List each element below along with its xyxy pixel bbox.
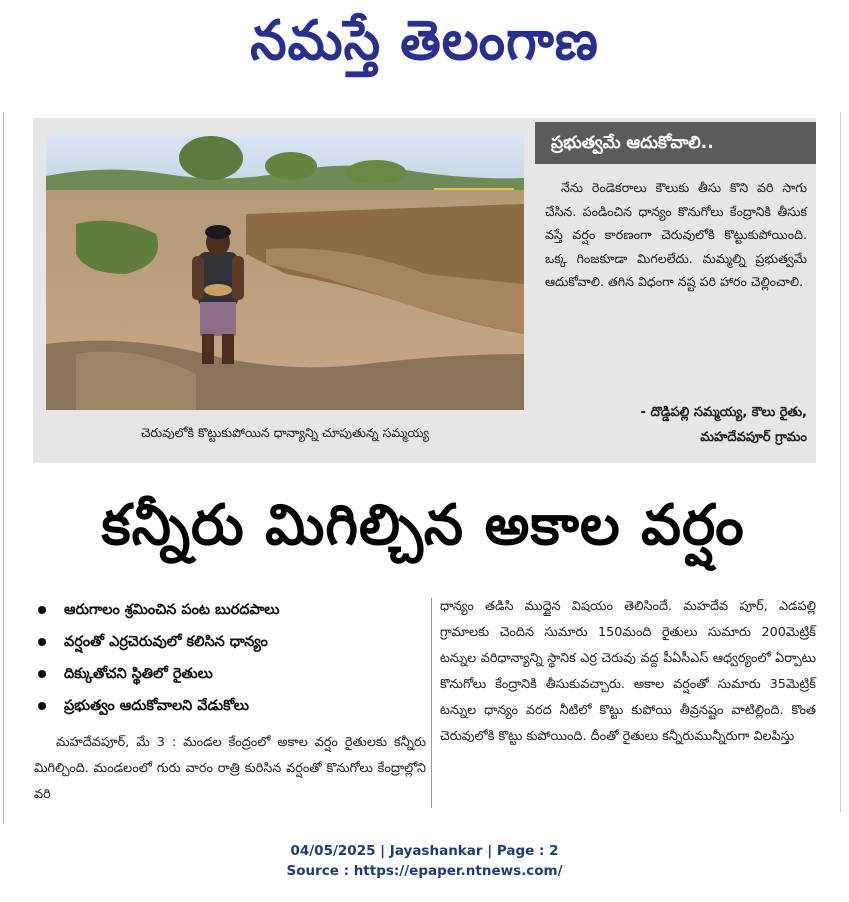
article-body-right bbox=[440, 594, 816, 750]
bullet-text: ఆరుగాలం శ్రమించిన పంట బురదపాలు bbox=[64, 602, 280, 618]
bullet-item bbox=[34, 658, 429, 690]
photo-caption: చెరువులోకి కొట్టుకుపోయిన ధాన్యాన్ని చూపుతున్న సమ్మయ్య bbox=[140, 425, 430, 440]
bullet-icon bbox=[38, 606, 46, 614]
page-left-rule bbox=[3, 112, 4, 824]
bullet-icon bbox=[38, 670, 46, 678]
bullet-icon bbox=[38, 638, 46, 646]
highlight-bullets bbox=[34, 594, 429, 722]
quote-body bbox=[545, 176, 807, 294]
page-right-rule bbox=[840, 112, 841, 812]
page-footer bbox=[0, 841, 849, 881]
attribution-name: - దొడ్డిపల్లి సమ్మయ్య, కౌలు రైతు, bbox=[640, 405, 807, 420]
farmer-flood-image bbox=[46, 134, 524, 410]
attribution-village: మహదేవపూర్ గ్రామం bbox=[700, 430, 807, 445]
body-right-text: ధాన్యం తడిసి ముద్దైన విషయం తెలిసిందే. మహదేవ పూర్, ఎడపల్లి గ్రామాలకు చెందిన సుమారు 150మంది రైతులు సుమారు 200మెట్రిక్ టన్నుల వరిధాన్యాన్ని స్థానిక ఎర్ర చెరువు వద్ద పీఏసీఎస్ ఆధ్వర్యంలో ఏర్పాటు కొనుగోలు కేంద్రానికి తీసుకువచ్చారు. అకాల వర్షంతో సుమారు 35మెట్రిక్ టన్నుల ధాన్యం వరద నీటిలో కొట్టు కుపోయి తీవ్రనష్టం వాటిల్లింది. కొంత చెరువులోకి కొట్టు కుపోయింది. దీంతో రైతులు కన్నీరుమున్నీరుగా విలపిస్తు bbox=[440, 599, 816, 744]
footer-source-link[interactable]: Source : https://epaper.ntnews.com/ bbox=[286, 863, 563, 879]
bullet-text: ప్రభుత్వం ఆదుకోవాలని వేడుకోలు bbox=[64, 698, 249, 714]
quote-attribution bbox=[545, 400, 807, 450]
bullet-item bbox=[34, 690, 429, 722]
quote-heading: ప్రభుత్వమే ఆదుకోవాలి.. bbox=[535, 122, 816, 164]
article-body-left bbox=[34, 730, 426, 808]
bullet-item bbox=[34, 594, 429, 626]
masthead bbox=[0, 0, 849, 92]
bullet-item bbox=[34, 626, 429, 658]
article-headline: కన్నీరు మిగిల్చిన అకాల వర్షం bbox=[101, 493, 745, 558]
column-divider bbox=[431, 598, 432, 808]
bullet-text: వర్షంతో ఎర్రచెరువులో కలిసిన ధాన్యం bbox=[64, 634, 268, 650]
news-photo bbox=[46, 134, 524, 410]
newspaper-logo: నమస్తే తెలంగాణ bbox=[250, 8, 599, 73]
body-left-text: మహదేవపూర్, మే 3 : మండల కేంద్రంలో అకాల వర్షం రైతులకు కన్నీరు మిగిల్చింది. మండలంలో గురు వారం రాత్రి కురిసిన వర్షంతో కొనుగోలు కేంద్రాల్లోని వరి bbox=[34, 735, 426, 802]
quote-text: నేను రెండెకరాలు కౌలుకు తీసు కొని వరి సాగు చేసిన. పండించిన ధాన్యం కొనుగోలు కేంద్రానికి తీసుక వస్తే వర్షం కారణంగా చెరువులోకి కొట్టుకుపోయింది. ఒక్క గింజకూడా మిగలలేదు. మమ్మల్ని ప్రభుత్వమే ఆదుకోవాలి. తగిన విధంగా నష్ట పరి హారం చెల్లించాలి. bbox=[545, 180, 807, 289]
bullet-text: దిక్కుతోచని స్థితిలో రైతులు bbox=[64, 666, 213, 682]
bullet-icon bbox=[38, 702, 46, 710]
footer-edition-info: 04/05/2025 | Jayashankar | Page : 2 bbox=[290, 843, 559, 859]
